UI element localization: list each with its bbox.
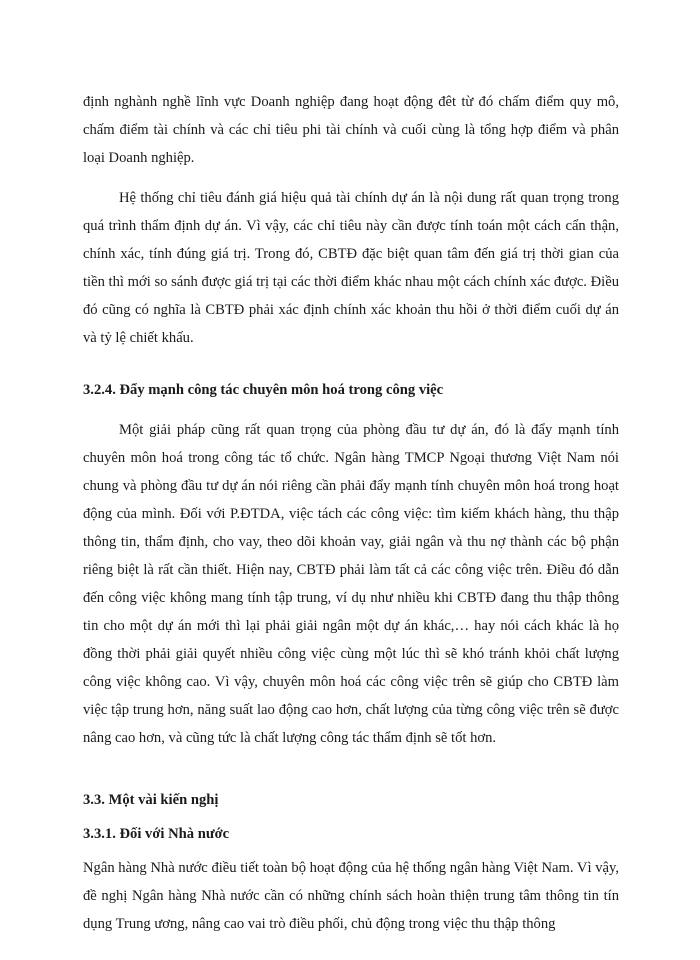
paragraph-state-bank: Ngân hàng Nhà nước điều tiết toàn bộ hoạt động của hệ thống ngân hàng Việt Nam. Vì vậy, đề nghị Ngân hàng Nhà nước cần có những chính sách hoàn thiện trung tâm thông tin tín dụng Trung ương, nâng cao vai trò điều phối, chủ động trong việc thu thập thông [83, 860, 619, 932]
paragraph-specialization: Một giải pháp cũng rất quan trọng của phòng đầu tư dự án, đó là đẩy mạnh tính chuyên môn hoá trong công tác tổ chức. Ngân hàng TMCP Ngoại thương Việt Nam nói chung và phòng đầu tư dự án nói riêng cần phải đẩy mạnh tính chuyên môn hoá trong hoạt động của mình. Đối với P.ĐTDA, việc tách các công việc: tìm kiếm khách hàng, thu thập thông tin, thẩm định, cho vay, theo dõi khoản vay, giải ngân và thu nợ thành các bộ phận riêng biệt là rất cần thiết. Hiện nay, CBTĐ phải làm tất cả các công việc trên. Điều đó dẫn đến công việc không mang tính tập trung, ví dụ như nhiều khi CBTĐ đang thu thập thông tin cho một dự án mới thì lại phải giải ngân một dự án khác,… hay nói cách khác là họ đồng thời phải giải quyết nhiều công việc cùng một lúc thì sẽ khó tránh khỏi chất lượng công việc không cao. Vì vậy, chuyên môn hoá các công việc trên sẽ giúp cho CBTĐ làm việc tập trung hơn, năng suất lao động cao hơn, chất lượng của từng công việc trên sẽ được nâng cao hơn, và cũng tức là chất lượng công tác thẩm định sẽ tốt hơn. [83, 422, 619, 746]
section-heading-3-2-4: 3.2.4. Đẩy mạnh công tác chuyên môn hoá trong công việc [83, 382, 444, 398]
section-heading-3-3-1: 3.3.1. Đối với Nhà nước [83, 826, 230, 842]
document-page [83, 88, 619, 938]
section-heading-3-3: 3.3. Một vài kiến nghị [83, 792, 219, 808]
paragraph-financial-indicators: Hệ thống chỉ tiêu đánh giá hiệu quả tài chính dự án là nội dung rất quan trọng trong quá trình thẩm định dự án. Vì vậy, các chỉ tiêu này cần được tính toán một cách cẩn thận, chính xác, tính đúng giá trị. Trong đó, CBTĐ đặc biệt quan tâm đến giá trị thời gian của tiền thì mới so sánh được giá trị tại các thời điểm khác nhau một cách chính xác được. Điều đó cũng có nghĩa là CBTĐ phải xác định chính xác khoản thu hồi ở thời điểm cuối dự án và tỷ lệ chiết khấu. [83, 190, 619, 346]
paragraph-continuation: định nghành nghề lĩnh vực Doanh nghiệp đang hoạt động đêt từ đó chấm điểm quy mô, chấm điểm tài chính và các chỉ tiêu phi tài chính và cuối cùng là tổng hợp điểm và phân loại Doanh nghiệp. [83, 94, 619, 166]
